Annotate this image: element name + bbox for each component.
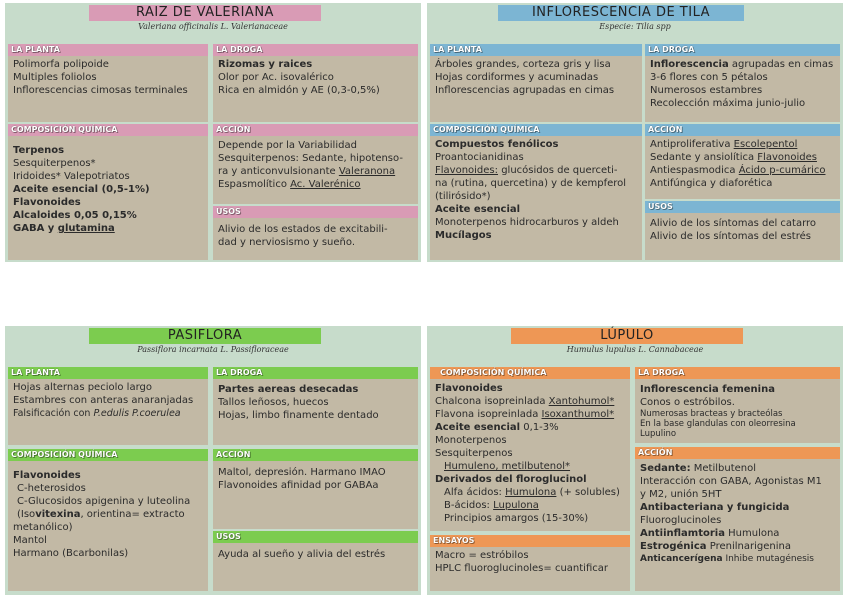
section-header: LA DROGA (213, 367, 418, 379)
text-line: En la base glandulas con oleorresina (640, 419, 796, 429)
text-segment: Espasmolítico (218, 179, 291, 190)
text-line: Inflorescencias agrupadas en cimas (435, 85, 615, 96)
section-header: LA DROGA (635, 367, 840, 379)
text-line: Maltol, depresión. Harmano IMAO (218, 467, 386, 478)
text-segment: ra y anticonvulsionante (218, 166, 339, 177)
section-la-droga (635, 367, 840, 443)
text-line (13, 209, 204, 222)
text-line (218, 178, 414, 191)
text-segment: (Iso (17, 509, 36, 520)
text-line (435, 499, 626, 512)
section-header: COMPOSICIÓN QUÍMICA (8, 124, 208, 136)
text-line: Depende por la Variabilidad (218, 140, 357, 151)
card-title: LÚPULO (600, 328, 654, 343)
section-header: COMPOSICIÓN QUÍMICA (430, 367, 630, 379)
text-line (650, 151, 836, 164)
text-line: Numerosas bracteas y bracteólas (640, 409, 783, 419)
section-header: ENSAYOS (430, 535, 630, 547)
text-line: Fluoroglucinoles (640, 515, 722, 526)
text-line (435, 164, 638, 177)
text-line: Antifúngica y diaforética (650, 178, 773, 189)
text-line: Aceite esencial (435, 204, 521, 215)
text-line: Inflorescencia femenina (640, 384, 775, 395)
text-line: y M2, unión 5HT (640, 489, 722, 500)
text-bold: Aceite esencial (435, 422, 521, 433)
text-line: Antibacteriana y fungicida (640, 502, 790, 513)
text-line: Harmano (Bcarbonilas) (13, 548, 129, 559)
card-subtitle: Especie: Tilia spp (599, 22, 671, 31)
text-line (435, 395, 626, 408)
text-line: C-Glucosidos apigenina y luteolina (17, 496, 191, 507)
text-line: Recolección máxima junio-julio (650, 98, 806, 109)
section-header: COMPOSICIÓN QUÍMICA (430, 124, 642, 136)
section-composicion (8, 449, 208, 591)
card-title: RAIZ DE VALERIANA (136, 5, 274, 20)
text-segment: GABA y (13, 223, 58, 234)
text-line: C-heterosidos (17, 483, 86, 494)
section-usos (213, 531, 418, 591)
text-segment: Flavona isopreinlada (435, 409, 542, 420)
text-underlined: Flavonoides: (435, 165, 499, 176)
card-title: INFLORESCENCIA DE TILA (531, 5, 711, 20)
text-segment: glucósidos de querceti- (498, 165, 618, 176)
text-line (435, 486, 626, 499)
text-line: Monoterpenos hidrocarburos y aldeh (435, 217, 619, 228)
text-line: Sesquiterpenos* (13, 158, 96, 169)
section-accion (645, 124, 840, 199)
text-line: metanólico) (13, 522, 73, 533)
section-la-droga (213, 44, 418, 122)
text-segment: , orientina= extracto (80, 509, 185, 520)
text-line: Lupulino (640, 429, 677, 439)
section-accion (635, 447, 840, 591)
text-line (218, 165, 414, 178)
text-bold: Sedante: (640, 463, 691, 474)
section-la-planta (8, 367, 208, 445)
text-underlined: Humulona (505, 487, 557, 498)
text-line (640, 540, 836, 553)
text-segment: Prenilnarigenina (706, 541, 791, 552)
text-line: Proantocianidinas (435, 152, 524, 163)
text-line: Compuestos fenólicos (435, 139, 559, 150)
text-line (435, 421, 626, 434)
text-underlined: glutamina (57, 223, 115, 234)
text-line: Inflorescencias cimosas terminales (13, 85, 188, 96)
text-line (640, 462, 836, 475)
section-accion (213, 449, 418, 529)
section-usos (645, 201, 840, 260)
section-header: ACCIÓN (213, 124, 418, 136)
section-la-planta (8, 44, 208, 122)
text-line: Olor por Ac. isovalérico (218, 72, 334, 83)
text-segment: Chalcona isopreinlada (435, 396, 549, 407)
text-line: Interacción con GABA, Agonistas M1 (640, 476, 822, 487)
text-segment: (+ solubles) (556, 487, 620, 498)
text-bold: Alcaloides 0,05 0,15% (13, 210, 137, 221)
text-line (650, 164, 836, 177)
text-line: dad y nerviosismo y sueño. (218, 237, 356, 248)
text-underlined: Ácido p-cumárico (738, 165, 826, 176)
text-line: Flavonoides (13, 197, 81, 208)
text-line: Estambres con anteras anaranjadas (13, 395, 194, 406)
text-segment: 0,1-3% (520, 422, 559, 433)
text-segment: agrupadas en cimas (728, 59, 834, 70)
card-pasiflora (5, 326, 421, 595)
section-composicion (430, 124, 642, 260)
text-italic: P.edulis P.coerulea (93, 408, 181, 419)
text-bold: Inflorescencia (650, 59, 729, 70)
text-line (435, 408, 626, 421)
text-line: Aceite esencial (0,5-1%) (13, 184, 150, 195)
text-line: Mucílagos (435, 230, 492, 241)
text-segment: Humulona (724, 528, 780, 539)
text-line: Conos o estróbilos. (640, 397, 735, 408)
section-la-planta (430, 44, 642, 122)
card-subtitle: Passiflora incarnata L. Passifloraceae (137, 345, 289, 354)
section-composicion (8, 124, 208, 260)
text-segment: Falsificación con (13, 408, 94, 419)
text-line: Alivio de los síntomas del catarro (650, 218, 817, 229)
card-valeriana (5, 3, 421, 262)
text-underlined: Ac. Valerénico (290, 179, 361, 190)
text-line: Alivio de los síntomas del estrés (650, 231, 811, 242)
text-line: Mantol (13, 535, 47, 546)
section-header: USOS (645, 201, 840, 213)
section-la-droga (645, 44, 840, 122)
section-header: ACCIÓN (635, 447, 840, 459)
text-line: Derivados del floroglucinol (435, 474, 587, 485)
text-line: Multiples foliolos (13, 72, 97, 83)
text-underlined: Valeranona (338, 166, 396, 177)
text-underlined: Escolepentol (733, 139, 798, 150)
text-line: Flavonoides (435, 383, 503, 394)
section-usos (213, 206, 418, 260)
text-line: (tilirósido*) (435, 191, 491, 202)
card-tila (427, 3, 843, 262)
text-line (13, 508, 204, 521)
text-line: HPLC fluoroglucinoles= cuantificar (435, 563, 608, 574)
text-line (640, 553, 836, 566)
card-subtitle: Humulus lupulus L. Cannabaceae (566, 345, 704, 354)
card-subtitle: Valeriana officinalis L. Valerianaceae (138, 22, 288, 31)
section-header: LA PLANTA (8, 367, 208, 379)
text-line (640, 527, 836, 540)
text-line: na (rutina, quercetina) y de kempferol (435, 178, 627, 189)
text-underlined: Xantohumol* (548, 396, 615, 407)
text-segment: Antiespasmodica (650, 165, 739, 176)
text-line: Sesquiterpenos: Sedante, hipotenso- (218, 153, 403, 164)
text-segment: Metilbutenol (690, 463, 757, 474)
card-title: PASIFLORA (167, 328, 243, 343)
text-line: Monoterpenos (435, 435, 507, 446)
text-underlined: Flavonoides (757, 152, 817, 163)
text-line: Numerosos estambres (650, 85, 763, 96)
text-line: Tallos leñosos, huecos (218, 397, 329, 408)
card-lupulo (427, 326, 843, 595)
text-line: Polimorfa polipoide (13, 59, 109, 70)
text-line: Rica en almidón y AE (0,3-0,5%) (218, 85, 380, 96)
text-line (435, 460, 626, 473)
text-bold: Anticancerígena (640, 554, 723, 564)
text-line (13, 407, 204, 420)
text-bold: vitexina (35, 509, 81, 520)
text-segment: B-ácidos: (444, 500, 494, 511)
text-line: Hojas alternas peciolo largo (13, 382, 152, 393)
text-line: Principios amargos (15-30%) (444, 513, 589, 524)
text-bold: Antiinflamtoria (640, 528, 725, 539)
section-header: ACCIÓN (645, 124, 840, 136)
text-line: Flavonoides (13, 470, 81, 481)
text-line: Alivio de los estados de excitabili- (218, 224, 388, 235)
text-line: Sesquiterpenos (435, 448, 513, 459)
text-line (650, 58, 836, 71)
text-segment: Sedante y ansiolítica (650, 152, 758, 163)
section-header: LA PLANTA (8, 44, 208, 56)
text-bold: Estrogénica (640, 541, 707, 552)
text-underlined: Humuleno, metilbutenol* (444, 461, 571, 472)
section-header: LA DROGA (213, 44, 418, 56)
section-composicion (430, 367, 630, 531)
section-la-droga (213, 367, 418, 445)
text-line: Macro = estróbilos (435, 550, 529, 561)
section-header: USOS (213, 206, 418, 218)
text-line (650, 138, 836, 151)
text-segment: Alfa ácidos: (444, 487, 506, 498)
section-header: LA PLANTA (430, 44, 642, 56)
text-line: Partes aereas desecadas (218, 384, 359, 395)
section-header: COMPOSICIÓN QUÍMICA (8, 449, 208, 461)
text-underlined: Lupulona (493, 500, 539, 511)
text-underlined: Isoxanthumol* (541, 409, 615, 420)
text-segment: Antiproliferativa (650, 139, 734, 150)
text-line: Iridoides* Valepotriatos (13, 171, 130, 182)
text-line: Hojas, limbo finamente dentado (218, 410, 379, 421)
section-accion (213, 124, 418, 204)
text-line: Rizomas y raices (218, 59, 313, 70)
section-header: ACCIÓN (213, 449, 418, 461)
text-segment: Inhibe mutagénesis (722, 554, 814, 564)
section-ensayos (430, 535, 630, 591)
text-line: Flavonoides afinidad por GABAa (218, 480, 379, 491)
text-line: Ayuda al sueño y alivia del estrés (218, 549, 386, 560)
text-line (13, 222, 204, 235)
text-line: Árboles grandes, corteza gris y lisa (435, 59, 611, 70)
section-header: LA DROGA (645, 44, 840, 56)
text-line: Terpenos (13, 145, 65, 156)
text-line: 3-6 flores con 5 pétalos (650, 72, 768, 83)
text-line: Hojas cordiformes y acuminadas (435, 72, 599, 83)
section-header: USOS (213, 531, 418, 543)
